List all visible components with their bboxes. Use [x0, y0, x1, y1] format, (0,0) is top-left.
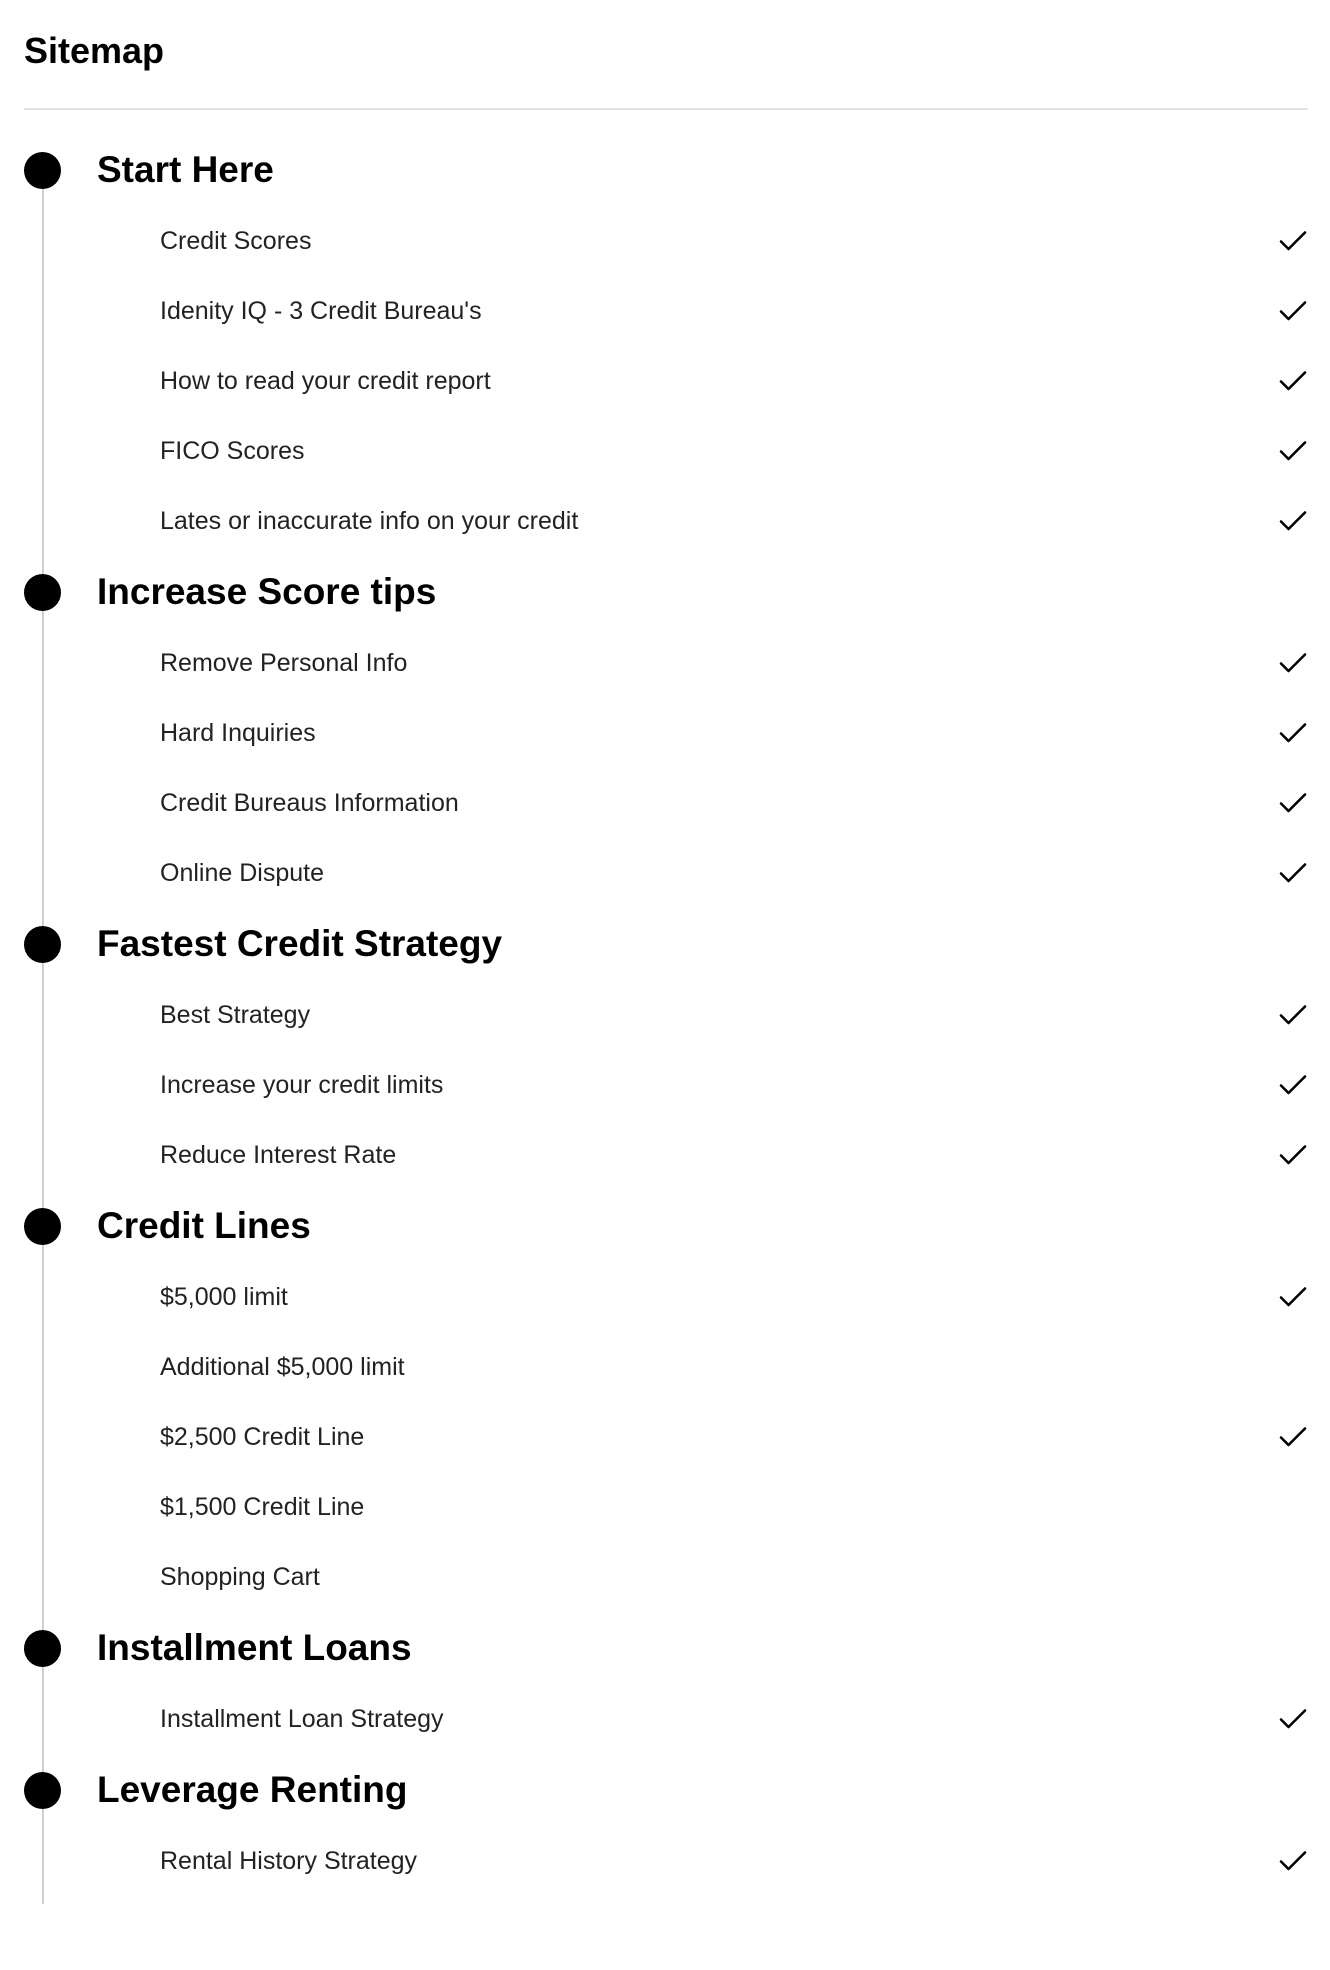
section-title[interactable]: Leverage Renting: [97, 1769, 408, 1810]
lesson-link[interactable]: [24, 206, 1308, 276]
lesson-link[interactable]: [24, 416, 1308, 486]
checkmark-icon: [1278, 861, 1308, 885]
circle-bullet-icon: [24, 574, 61, 611]
sitemap-section: [24, 1754, 1308, 1896]
checkmark-icon: [1278, 651, 1308, 675]
sections-list: [24, 134, 1308, 1896]
checkmark-icon: [1278, 299, 1308, 323]
lesson-link[interactable]: [24, 1332, 1308, 1402]
lesson-label: FICO Scores: [160, 437, 305, 465]
page-title: Sitemap: [24, 30, 165, 71]
lesson-label: Additional $5,000 limit: [160, 1353, 405, 1381]
lesson-link[interactable]: [24, 698, 1308, 768]
lesson-label: Reduce Interest Rate: [160, 1141, 397, 1169]
lesson-link[interactable]: [24, 1542, 1308, 1612]
lesson-label: Credit Scores: [160, 227, 312, 255]
checkmark-icon: [1278, 1849, 1308, 1873]
checkmark-icon: [1278, 369, 1308, 393]
sitemap-section: [24, 908, 1308, 1190]
checkmark-icon: [1278, 1073, 1308, 1097]
lesson-link[interactable]: [24, 486, 1308, 556]
section-title[interactable]: Start Here: [97, 149, 274, 190]
lesson-label: $2,500 Credit Line: [160, 1423, 365, 1451]
lesson-label: Remove Personal Info: [160, 649, 408, 677]
checkmark-icon: [1278, 1143, 1308, 1167]
section-title[interactable]: Credit Lines: [97, 1205, 311, 1246]
circle-bullet-icon: [24, 1630, 61, 1667]
lesson-link[interactable]: [24, 1472, 1308, 1542]
checkmark-icon: [1278, 509, 1308, 533]
checkmark-icon: [1278, 1425, 1308, 1449]
lesson-link[interactable]: [24, 1402, 1308, 1472]
lesson-label: Lates or inaccurate info on your credit: [160, 507, 579, 535]
section-header: [24, 1612, 1308, 1684]
sitemap-section: [24, 134, 1308, 556]
lesson-label: Hard Inquiries: [160, 719, 316, 747]
lesson-label: Online Dispute: [160, 859, 324, 887]
lesson-label: $5,000 limit: [160, 1283, 288, 1311]
section-header: [24, 556, 1308, 628]
lesson-label: Increase your credit limits: [160, 1071, 444, 1099]
checkmark-icon: [1278, 791, 1308, 815]
section-title[interactable]: Fastest Credit Strategy: [97, 923, 503, 964]
header-divider: [24, 108, 1308, 110]
lesson-link[interactable]: [24, 1262, 1308, 1332]
checkmark-icon: [1278, 721, 1308, 745]
lesson-link[interactable]: [24, 628, 1308, 698]
section-header: [24, 1190, 1308, 1262]
lesson-link[interactable]: [24, 1826, 1308, 1896]
checkmark-icon: [1278, 229, 1308, 253]
sitemap-section: [24, 1612, 1308, 1754]
lesson-link[interactable]: [24, 980, 1308, 1050]
sitemap-section: [24, 1190, 1308, 1612]
sitemap-timeline: [24, 134, 1308, 1896]
section-title[interactable]: Increase Score tips: [97, 571, 437, 612]
circle-bullet-icon: [24, 1208, 61, 1245]
lesson-link[interactable]: [24, 838, 1308, 908]
lesson-label: Credit Bureaus Information: [160, 789, 459, 817]
checkmark-icon: [1278, 439, 1308, 463]
section-header: [24, 134, 1308, 206]
checkmark-icon: [1278, 1285, 1308, 1309]
checkmark-icon: [1278, 1707, 1308, 1731]
sitemap-section: [24, 556, 1308, 908]
lesson-link[interactable]: [24, 346, 1308, 416]
circle-bullet-icon: [24, 926, 61, 963]
lesson-label: Shopping Cart: [160, 1563, 320, 1591]
section-header: [24, 908, 1308, 980]
lesson-label: Idenity IQ - 3 Credit Bureau's: [160, 297, 482, 325]
lesson-link[interactable]: [24, 768, 1308, 838]
lesson-label: How to read your credit report: [160, 367, 491, 395]
circle-bullet-icon: [24, 1772, 61, 1809]
lesson-label: Rental History Strategy: [160, 1847, 418, 1875]
checkmark-icon: [1278, 1003, 1308, 1027]
lesson-label: $1,500 Credit Line: [160, 1493, 365, 1521]
section-title[interactable]: Installment Loans: [97, 1627, 412, 1668]
circle-bullet-icon: [24, 152, 61, 189]
lesson-label: Best Strategy: [160, 1001, 311, 1029]
lesson-link[interactable]: [24, 276, 1308, 346]
lesson-link[interactable]: [24, 1684, 1308, 1754]
lesson-label: Installment Loan Strategy: [160, 1705, 444, 1733]
lesson-link[interactable]: [24, 1050, 1308, 1120]
lesson-link[interactable]: [24, 1120, 1308, 1190]
section-header: [24, 1754, 1308, 1826]
